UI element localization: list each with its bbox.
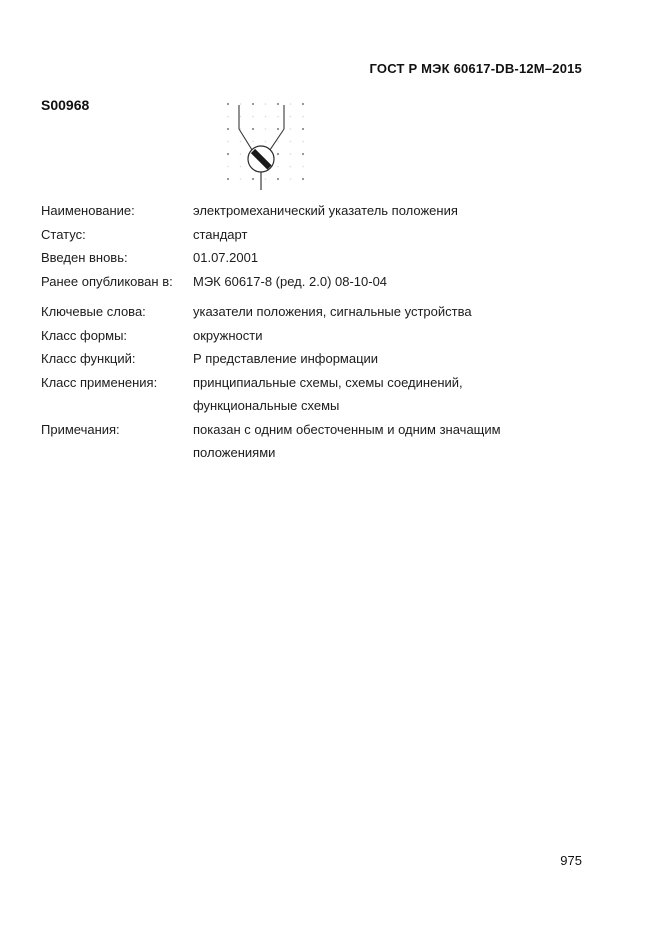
field-value xyxy=(193,199,611,223)
field-value xyxy=(193,324,611,348)
field-value xyxy=(193,223,611,247)
field-label: Класс функций: xyxy=(41,351,136,366)
field-value-line: окружности xyxy=(193,327,263,343)
field-value xyxy=(193,270,611,294)
field-value-line: указатели положения, сигнальные устройства xyxy=(193,304,472,319)
field-value xyxy=(193,347,611,371)
field-value-line: МЭК 60617-8 (ред. 2.0) 08-10-04 xyxy=(193,273,388,289)
field-row-name xyxy=(41,199,611,223)
field-value xyxy=(193,300,611,324)
right-lead-line xyxy=(270,105,284,150)
field-label: Класс применения: xyxy=(41,374,158,390)
field-value-line: стандарт xyxy=(193,226,248,242)
field-value-line: электромеханический указатель положения xyxy=(193,203,458,218)
field-value xyxy=(193,246,611,270)
field-value-line: Р представление информации xyxy=(193,351,379,366)
field-value-line: положениями xyxy=(193,445,276,460)
field-row-previously-published xyxy=(41,270,611,294)
field-value-line: показан с одним обесточенным и одним значащим xyxy=(193,421,501,437)
field-label: Примечания: xyxy=(41,421,120,437)
position-indicator-icon xyxy=(216,96,312,196)
field-row-notes xyxy=(41,418,611,465)
page-number: 975 xyxy=(560,853,582,868)
field-label: Наименование: xyxy=(41,203,135,218)
field-value-line: принципиальные схемы, схемы соединений, xyxy=(193,374,463,390)
field-value xyxy=(193,418,611,465)
field-value-line: 01.07.2001 xyxy=(193,250,259,265)
field-value-line: функциональные схемы xyxy=(193,398,340,413)
field-label: Класс формы: xyxy=(41,327,128,343)
attributes-group-main xyxy=(41,199,611,293)
field-value xyxy=(193,371,611,418)
attributes-list xyxy=(41,199,611,465)
field-label: Введен вновь: xyxy=(41,250,128,265)
symbol-figure xyxy=(216,96,312,196)
field-label: Ключевые слова: xyxy=(41,304,146,319)
left-lead-line xyxy=(239,105,252,150)
symbol-id: S00968 xyxy=(41,97,90,113)
field-row-introduced xyxy=(41,246,611,270)
document-header-title: ГОСТ Р МЭК 60617-DB-12M–2015 xyxy=(369,61,582,76)
field-label: Ранее опубликован в: xyxy=(41,273,173,289)
field-row-keywords xyxy=(41,300,611,324)
field-row-application-class xyxy=(41,371,611,418)
field-row-function-class xyxy=(41,347,611,371)
field-label: Статус: xyxy=(41,226,86,242)
attributes-group-classification xyxy=(41,300,611,465)
field-row-shape-class xyxy=(41,324,611,348)
field-row-status xyxy=(41,223,611,247)
